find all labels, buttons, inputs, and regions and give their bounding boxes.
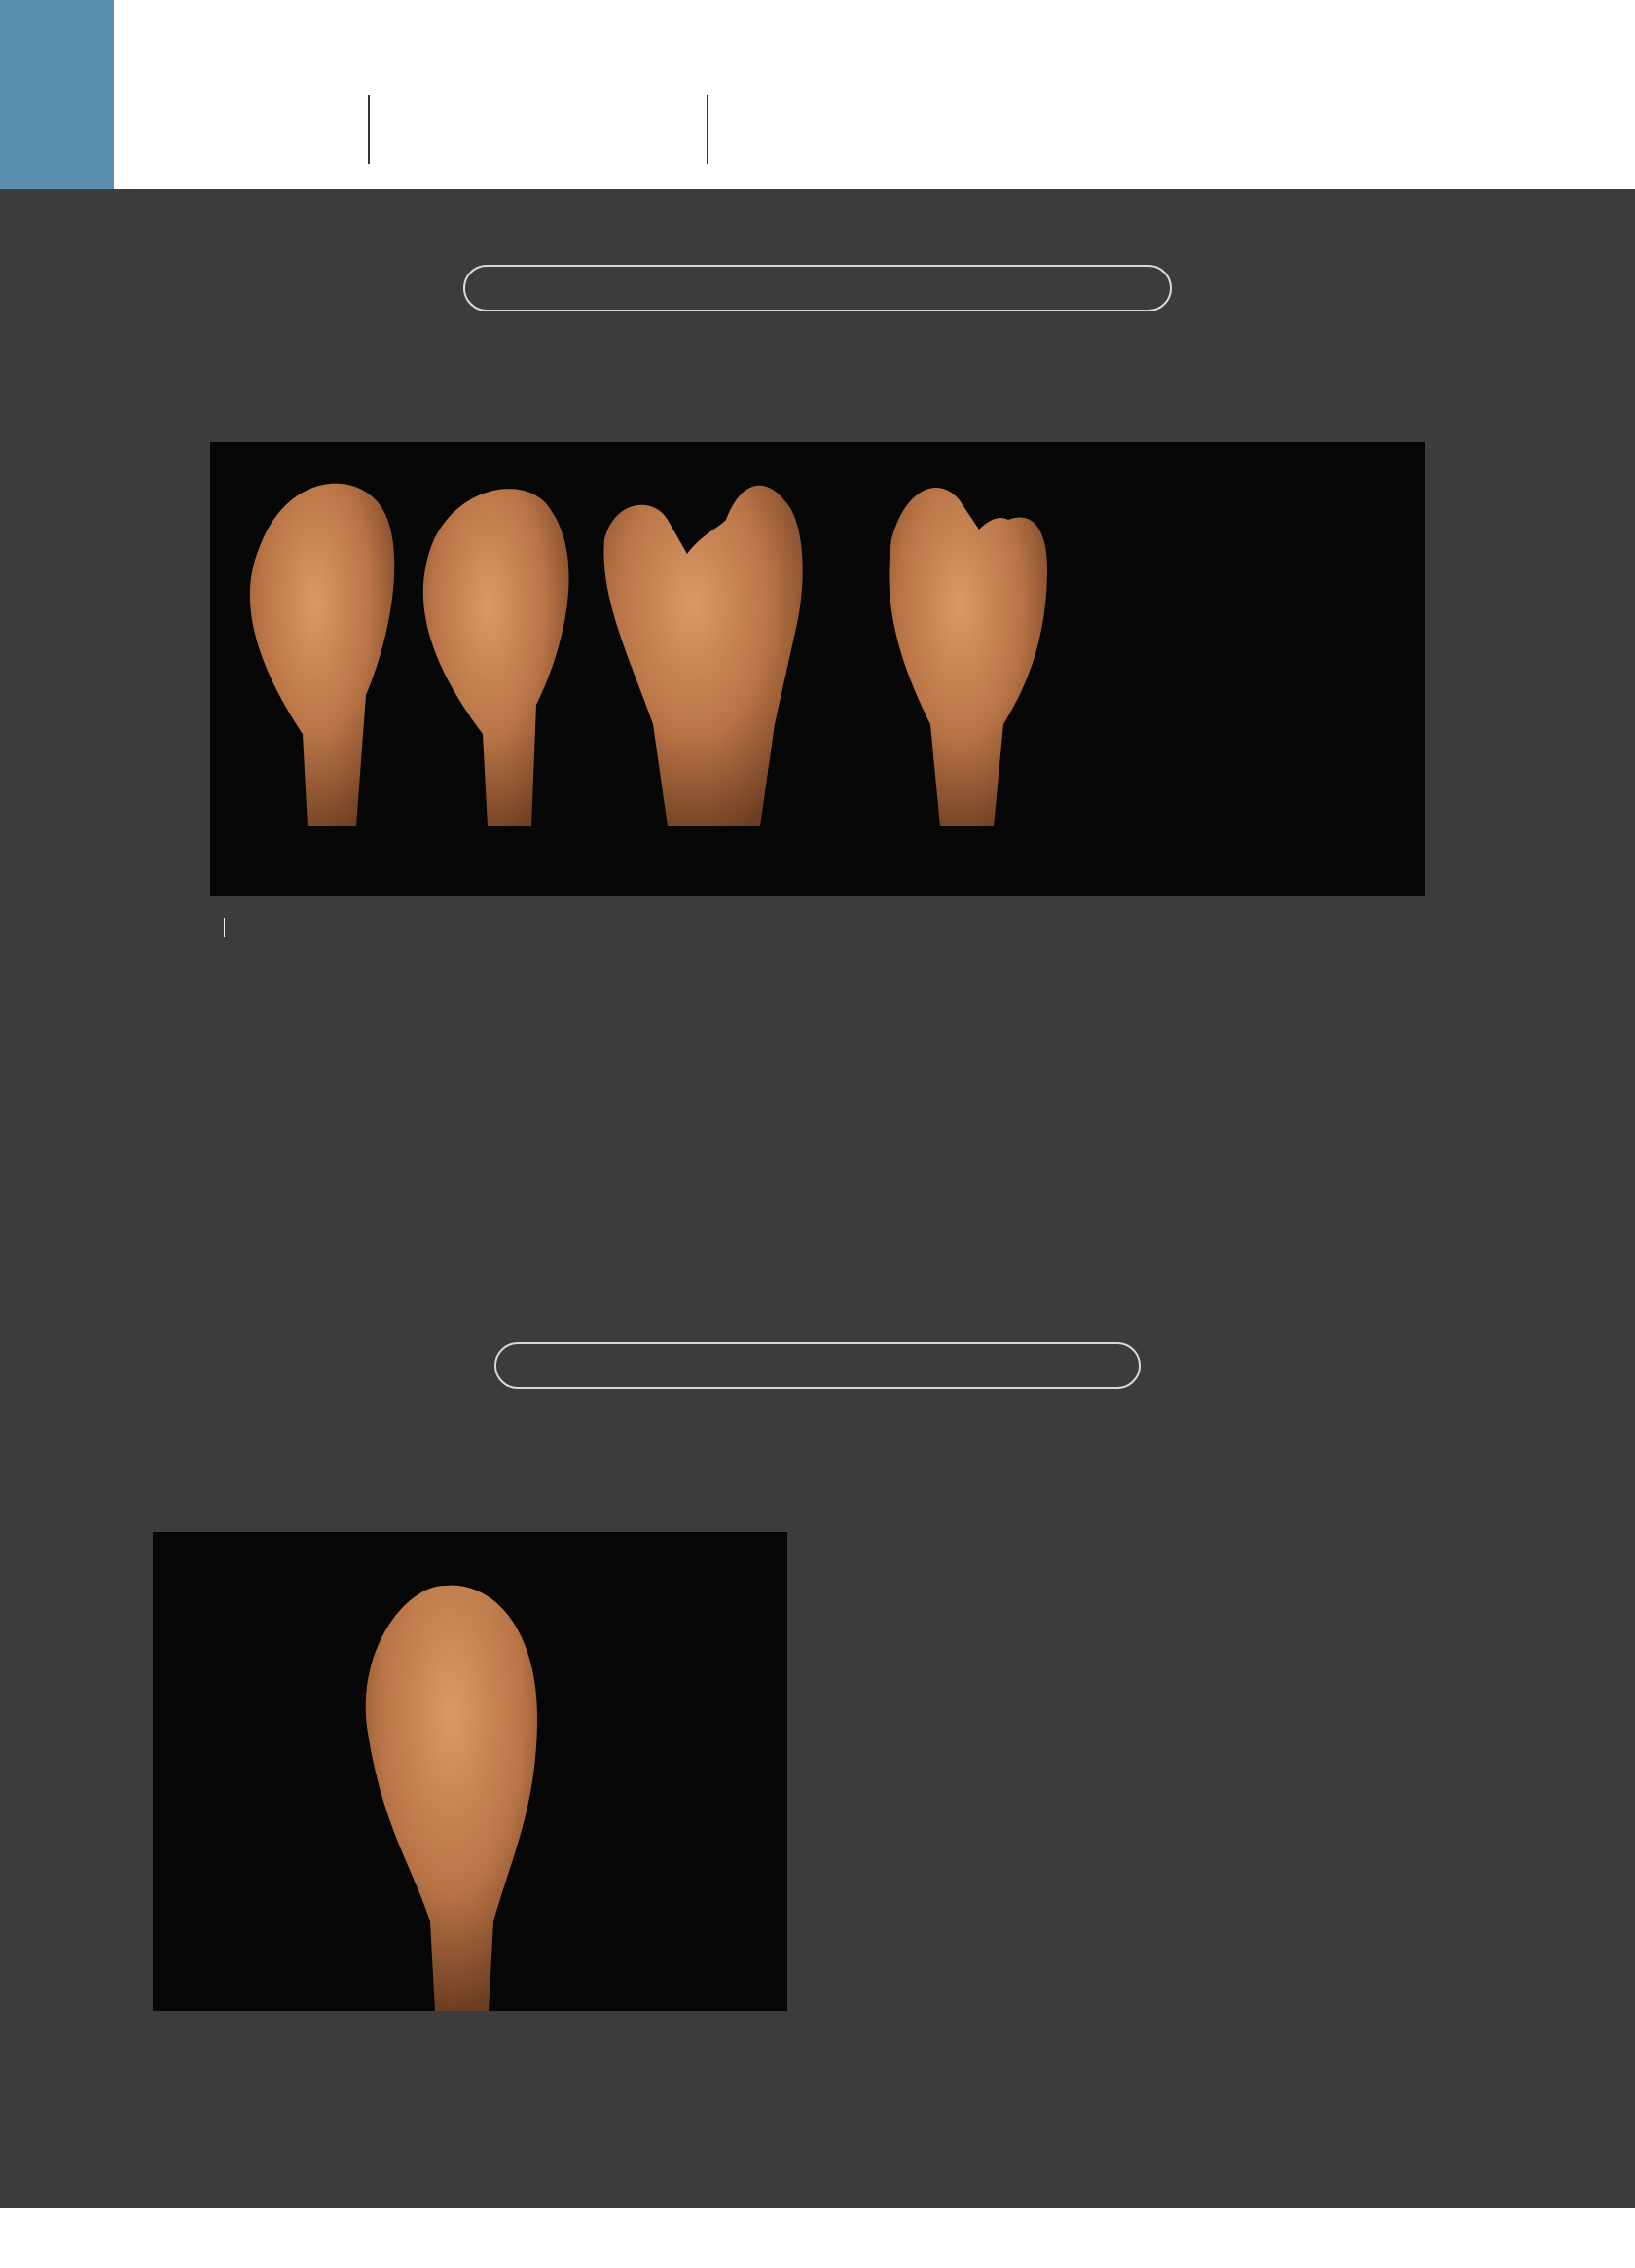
tooth-buccal-view — [250, 484, 394, 826]
figure-caption-01 — [210, 917, 238, 941]
header-accent-bar — [0, 0, 114, 189]
tooth-buccal-surface — [366, 1586, 537, 2011]
section-heading-1 — [463, 265, 1172, 311]
tooth-distal-view — [603, 486, 802, 826]
tooth-models-illustration — [210, 442, 1425, 896]
tooth-lingual-view — [423, 489, 569, 826]
caption-separator — [224, 918, 225, 937]
figure-tooth-models — [210, 442, 1425, 896]
header-divider — [368, 95, 370, 164]
buccal-contours-illustration — [153, 1532, 787, 2011]
tooth-mesial-view — [889, 488, 1047, 826]
figure-buccal-contours — [153, 1532, 787, 2011]
section-heading-2 — [494, 1342, 1141, 1389]
header-divider — [707, 95, 708, 164]
page-header — [0, 0, 1635, 189]
